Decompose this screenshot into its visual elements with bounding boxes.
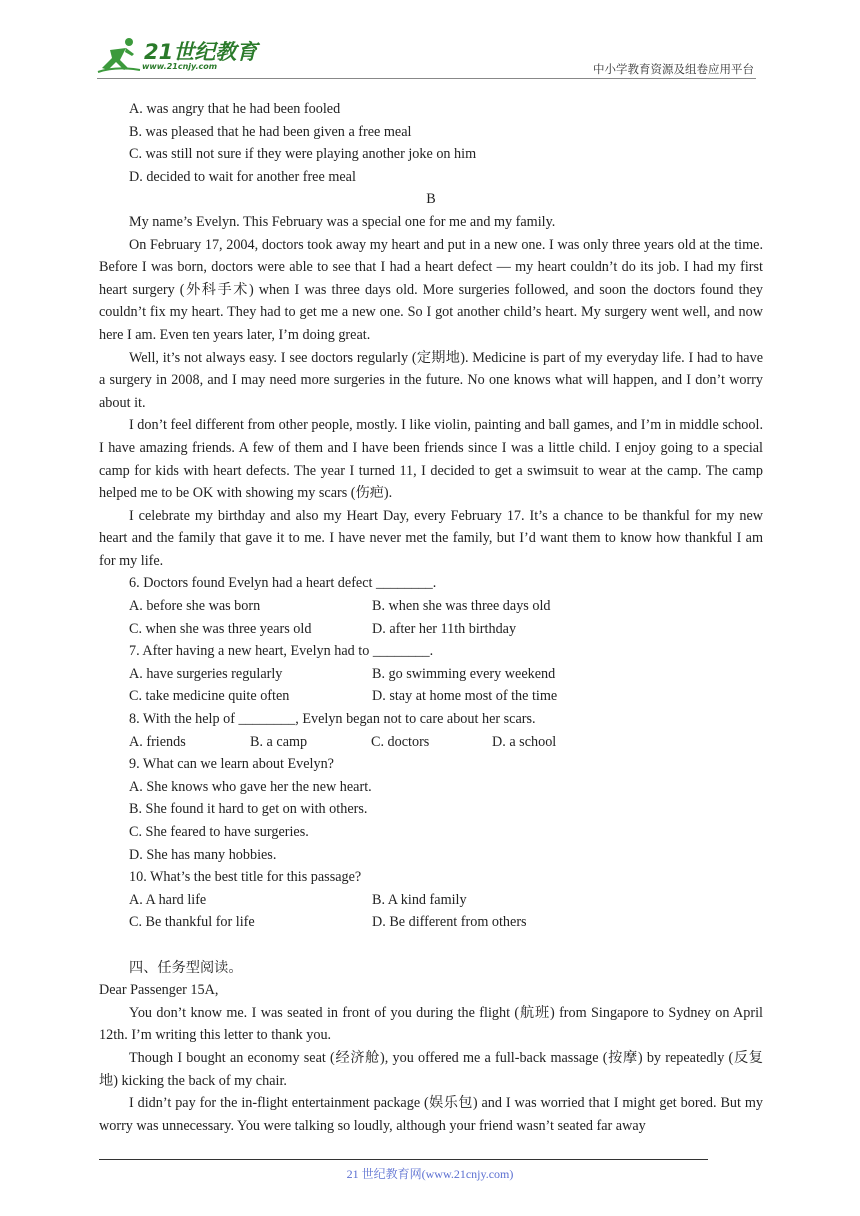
spacer: [99, 934, 763, 957]
footer-text: 21 世纪教育网(www.21cnjy.com): [346, 1167, 514, 1181]
prev-option-a: A. was angry that he had been fooled: [129, 101, 341, 117]
option: A. before she was born: [129, 598, 261, 615]
option: D. Be different from others: [372, 914, 527, 931]
question-10-stem: 10. What’s the best title for this passage?: [129, 869, 362, 886]
passage-paragraph: I celebrate my birthday and also my Heart Day, every February 17. It’s a chance to be thankful for my new heart and the family that gave it to me. I have never met the family, but I’d want them to know how thankful I am for my life.: [99, 507, 763, 569]
question-7-stem: 7. After having a new heart, Evelyn had to ________.: [129, 643, 434, 660]
runner-logo-icon: [96, 36, 146, 76]
section-4-heading: 四、任务型阅读。: [129, 959, 243, 976]
logo-text: 21世纪教育: [144, 40, 258, 64]
question-7-options-row1: [99, 663, 763, 686]
letter-paragraph: Though I bought an economy seat (经济舱), you offered me a full-back massage (按摩) by repeatedly (反复地) kicking the back of my chair.: [99, 1049, 763, 1089]
question-10-options-row2: [99, 911, 763, 934]
logo: [96, 36, 266, 76]
prev-option-d: D. decided to wait for another free meal: [129, 168, 356, 185]
prev-option-c: C. was still not sure if they were playing another joke on him: [129, 146, 477, 163]
question-6-options-row2: [99, 618, 763, 641]
option: A. have surgeries regularly: [129, 665, 283, 682]
option: B. when she was three days old: [372, 598, 551, 615]
question-9-stem: 9. What can we learn about Evelyn?: [129, 756, 334, 773]
option: B. She found it hard to get on with others.: [129, 801, 368, 818]
section-b-label: B: [426, 191, 436, 208]
logo-url: www.21cnjy.com: [142, 62, 218, 71]
option: D. a school: [492, 733, 557, 750]
option: A. friends: [129, 733, 186, 750]
passage-paragraph: On February 17, 2004, doctors took away my heart and put in a new one. I was only three years old at the time. Before I was born, doctors were able to see that I had a heart defect — my heart couldn’t do its job. I had my first heart surgery (外科手术) when I was three days old. More surgeries followed, and soon the doctors found they couldn’t fix my heart. They had to get me a new one. So I got another child’s heart. My surgery went well, and now here I am. Even ten years later, I’m doing great.: [99, 236, 763, 343]
page-header: [0, 0, 860, 80]
question-7-options-row2: [99, 685, 763, 708]
passage-paragraph: My name’s Evelyn. This February was a special one for me and my family.: [129, 213, 556, 230]
option: B. A kind family: [372, 891, 467, 908]
footer-divider: [99, 1159, 708, 1160]
option: B. a camp: [250, 733, 308, 750]
question-6-stem: 6. Doctors found Evelyn had a heart defect ________.: [129, 575, 437, 592]
option: D. stay at home most of the time: [372, 688, 558, 705]
letter-paragraph: I didn’t pay for the in-flight entertainment package (娱乐包) and I was worried that I might get bored. But my worry was unnecessary. You were talking so loudly, although your friend wasn’t seated far away: [99, 1095, 763, 1134]
header-platform-name: 中小学教育资源及组卷应用平台: [593, 62, 754, 76]
letter-paragraph: You don’t know me. I was seated in front of you during the flight (航班) from Singapore to Sydney on April 12th. I’m writing this letter to thank you.: [99, 1004, 763, 1044]
option: C. when she was three years old: [129, 620, 312, 637]
question-8-options: [99, 731, 763, 754]
question-8-stem: 8. With the help of ________, Evelyn began not to care about her scars.: [129, 711, 536, 728]
option: B. go swimming every weekend: [372, 665, 556, 682]
header-divider: [97, 78, 756, 79]
passage-paragraph: Well, it’s not always easy. I see doctors regularly (定期地). Medicine is part of my everyday life. I had to have a surgery in 2008, and I may need more surgeries in the future. No one knows what will happen, and I don’t worry about it.: [99, 349, 763, 411]
option: C. She feared to have surgeries.: [129, 824, 309, 840]
option: C. take medicine quite often: [129, 688, 290, 705]
question-6-options-row1: [99, 595, 763, 618]
option: C. doctors: [371, 733, 430, 750]
question-10-options-row1: [99, 889, 763, 912]
option: D. after her 11th birthday: [372, 620, 517, 637]
option: D. She has many hobbies.: [129, 846, 277, 863]
passage-paragraph: I don’t feel different from other people, mostly. I like violin, painting and ball games, and I’m in middle school. I have amazing friends. A few of them and I have been friends since I was a little child. I enjoy going to a special camp for kids with heart defects. The year I turned 11, I decided to get a swimsuit to wear at the camp. The camp helped me to be OK with showing my scars (伤疤).: [99, 417, 763, 502]
option: C. Be thankful for life: [129, 914, 255, 931]
option: A. A hard life: [129, 891, 207, 908]
prev-option-b: B. was pleased that he had been given a free meal: [129, 123, 412, 140]
document-body: [99, 98, 763, 1137]
letter-salutation: Dear Passenger 15A,: [99, 982, 219, 999]
option: A. She knows who gave her the new heart.: [129, 778, 372, 795]
